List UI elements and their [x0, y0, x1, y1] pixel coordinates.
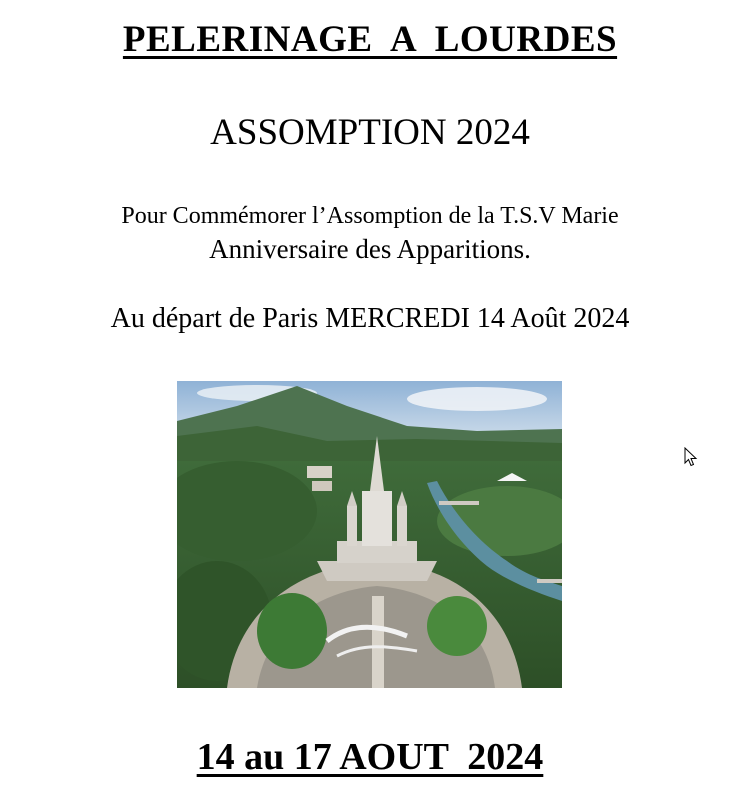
intro-line-1: Pour Commémorer l’Assomption de la T.S.V Marie: [121, 203, 619, 229]
event-subtitle: ASSOMPTION 2024: [210, 112, 530, 153]
departure-line: Au départ de Paris MERCREDI 14 Août 2024: [110, 303, 630, 334]
lourdes-aerial-photo: [177, 381, 562, 688]
intro-line-2: Anniversaire des Apparitions.: [209, 234, 531, 264]
event-dates: 14 au 17 AOUT 2024: [196, 736, 544, 778]
page-title: PELERINAGE A LOURDES: [122, 19, 618, 60]
mouse-pointer-icon: [684, 447, 698, 467]
